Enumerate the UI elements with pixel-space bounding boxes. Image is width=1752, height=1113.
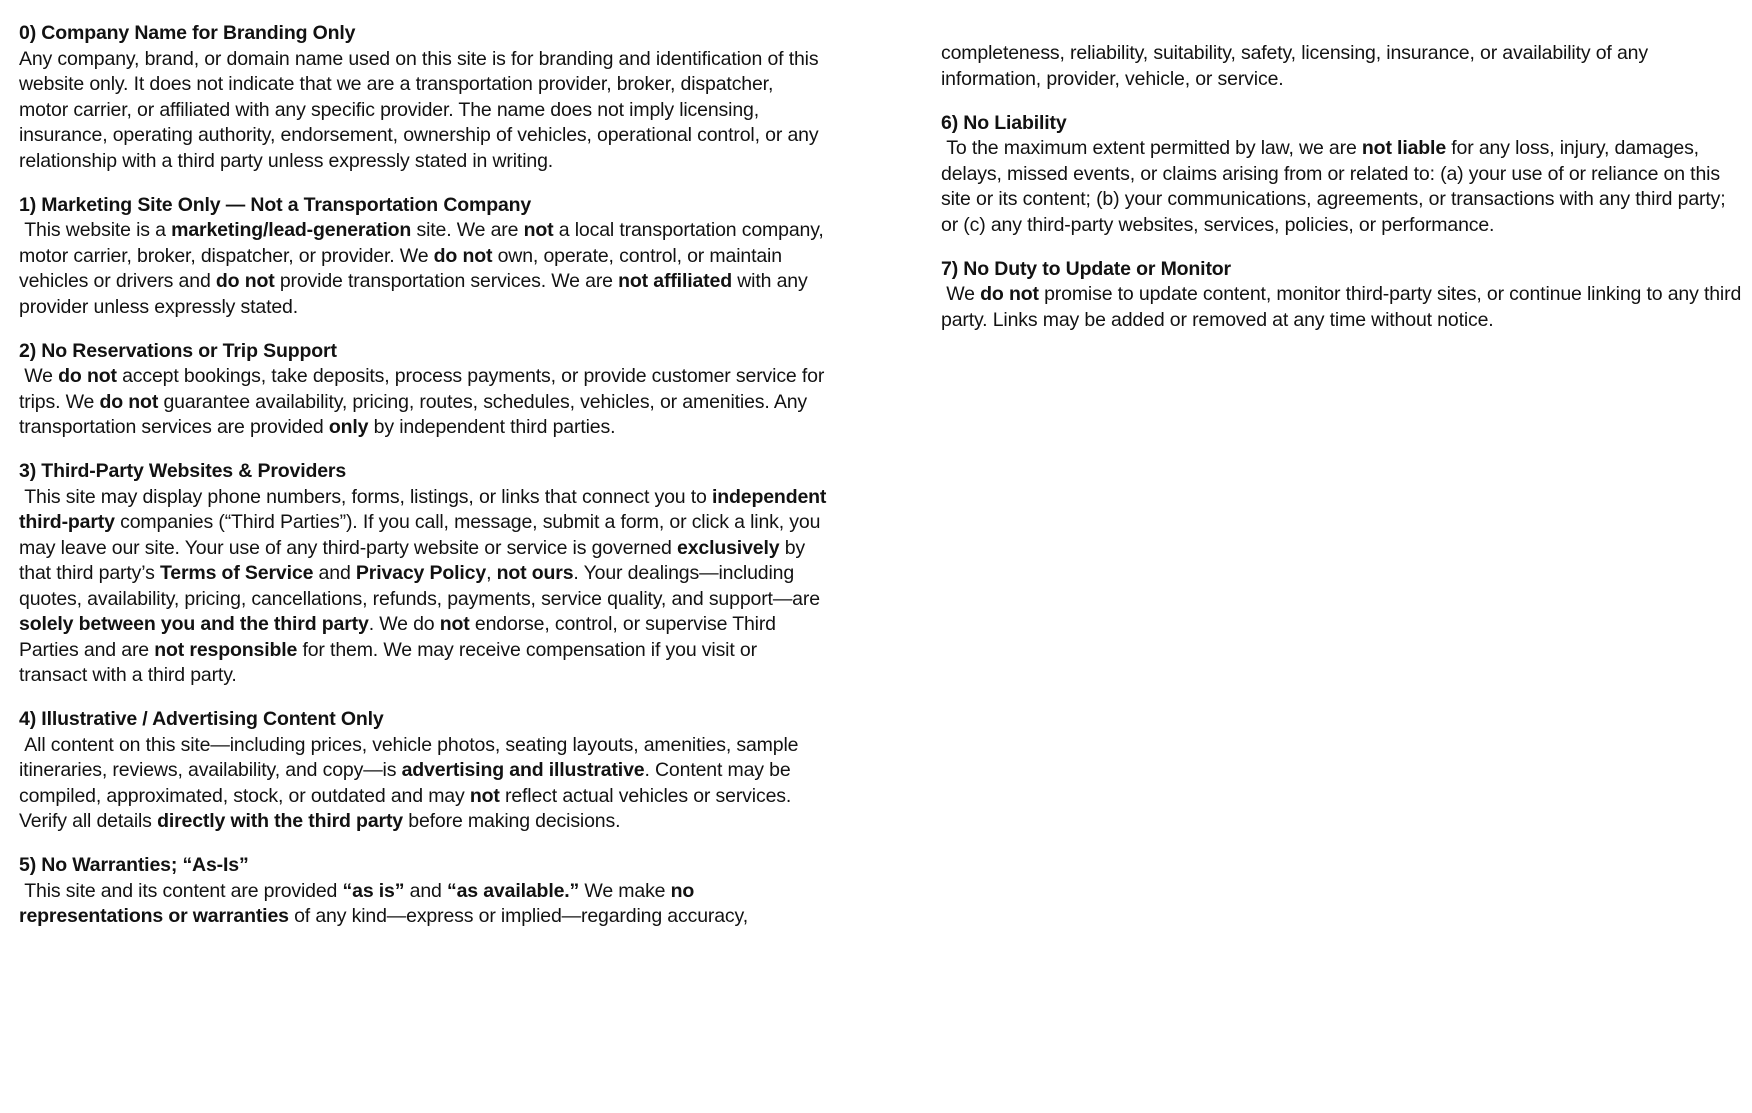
body-text: . Content may be compiled, approximated, stock, or outdated and may xyxy=(19,759,796,807)
body-text: own, operate, control, or maintain vehicles or drivers and xyxy=(19,244,788,292)
body-text: provide transportation services. We are xyxy=(274,270,619,292)
emphasis-text: do not xyxy=(980,283,1039,305)
emphasis-text: independent third-party xyxy=(19,485,832,533)
disclaimer-section xyxy=(19,459,832,689)
section-heading: 3) Third-Party Websites & Providers xyxy=(19,460,347,482)
body-text: We xyxy=(19,365,59,387)
section-heading: 6) No Liability xyxy=(941,111,1067,134)
body-text: To the maximum extent permitted by law, we are xyxy=(941,137,1362,159)
left-column xyxy=(19,21,832,948)
body-text: Any company, brand, or domain name used on this site is for branding and identification of this website only. It does not indicate that we are a transportation provider, broker, dispatcher, motor carrier, or affiliated with any specific provider. The name does not imply licensing, insurance, operating authority, endorsement, ownership of vehicles, operational control, or any relationship with a third party unless expressly stated in writing. xyxy=(19,47,824,172)
emphasis-text: “as is” xyxy=(342,879,405,902)
disclaimer-section-continuation xyxy=(941,41,1743,92)
body-text: . Your dealings—including quotes, availability, pricing, cancellations, refunds, payments, service quality, and support—are xyxy=(19,562,826,610)
emphasis-text: marketing/lead-generation xyxy=(171,219,412,241)
emphasis-text: “as available.” xyxy=(446,879,580,902)
body-text: , xyxy=(486,562,497,584)
section-heading: 5) No Warranties; “As-Is” xyxy=(19,854,249,876)
disclaimer-section xyxy=(19,193,827,321)
emphasis-text: not xyxy=(523,219,554,241)
disclaimer-section xyxy=(19,21,827,174)
body-text: for them. We may receive compensation if you visit or transact with a third party. xyxy=(19,638,763,686)
body-text: guarantee availability, pricing, routes, schedules, vehicles, or amenities. Any transportation services are provided xyxy=(19,390,813,438)
body-text: before making decisions. xyxy=(403,810,621,832)
emphasis-text: Terms of Service xyxy=(159,562,314,584)
body-text: We xyxy=(941,283,981,305)
disclaimer-section xyxy=(941,257,1747,334)
disclaimer-section xyxy=(19,853,827,930)
emphasis-text: not xyxy=(439,613,470,635)
emphasis-text: only xyxy=(328,416,369,438)
body-text: companies (“Third Parties”). If you call, message, submit a form, or click a link, you may leave our site. Your use of any third-party website or service is governed xyxy=(19,511,826,559)
emphasis-text: exclusively xyxy=(677,536,780,559)
body-text: by independent third parties. xyxy=(368,416,616,438)
body-text: accept bookings, take deposits, process payments, or provide customer service for trips. We xyxy=(19,365,830,413)
disclaimer-section xyxy=(941,111,1743,239)
body-text: by that third party’s xyxy=(19,536,811,584)
disclaimer-section xyxy=(19,707,827,835)
body-text: All content on this site—including prices, vehicle photos, seating layouts, amenities, sample itineraries, reviews, availability, and copy—is xyxy=(19,733,804,781)
disclaimer-section xyxy=(19,339,830,441)
emphasis-text: do not xyxy=(215,270,275,292)
body-text: reflect actual vehicles or services. Verify all details xyxy=(19,784,797,832)
emphasis-text: advertising and illustrative xyxy=(401,759,645,781)
emphasis-text: not ours xyxy=(496,562,574,584)
body-text: a local transportation company, motor carrier, broker, dispatcher, or provider. We xyxy=(19,219,829,267)
emphasis-text: do not xyxy=(99,390,159,413)
body-text: and xyxy=(313,562,356,584)
body-text: for any loss, injury, damages, delays, missed events, or claims arising from or related to: (a) your use of or reliance on this site or its content; (b) your communications, agreements, or transactions with any third party; or (c) any third-party websites, services, policies, or performance. xyxy=(941,137,1731,236)
body-text: endorse, control, or supervise Third Parties and are xyxy=(19,613,782,661)
section-heading: 7) No Duty to Update or Monitor xyxy=(941,257,1231,280)
body-text: This site may display phone numbers, forms, listings, or links that connect you to xyxy=(19,485,712,508)
body-text: . We do xyxy=(368,613,440,635)
body-text: of any kind—express or implied—regarding accuracy, xyxy=(288,905,748,927)
emphasis-text: not liable xyxy=(1361,137,1447,159)
emphasis-text: not xyxy=(469,784,500,807)
emphasis-text: no representations or warranties xyxy=(19,879,700,927)
body-text: We make xyxy=(579,879,671,902)
emphasis-text: do not xyxy=(58,365,117,387)
body-text: site. We are xyxy=(411,219,524,241)
emphasis-text: not responsible xyxy=(154,638,298,661)
body-text: completeness, reliability, suitability, safety, licensing, insurance, or availability of any information, provider, vehicle, or service. xyxy=(941,42,1654,90)
emphasis-text: not affiliated xyxy=(618,270,732,292)
section-heading: 4) Illustrative / Advertising Content Only xyxy=(19,708,384,730)
body-text: This site and its content are provided xyxy=(19,879,343,902)
emphasis-text: directly with the third party xyxy=(157,810,403,832)
body-text: This website is a xyxy=(19,219,172,241)
emphasis-text: do not xyxy=(433,244,493,267)
body-text: with any provider unless expressly stated. xyxy=(19,270,813,318)
right-column xyxy=(941,21,1747,352)
section-heading: 0) Company Name for Branding Only xyxy=(19,22,356,44)
body-text: promise to update content, monitor third-party sites, or continue linking to any third party. Links may be added or removed at any time without notice. xyxy=(941,283,1747,331)
body-text: and xyxy=(404,879,447,902)
section-heading: 1) Marketing Site Only — Not a Transportation Company xyxy=(19,193,532,216)
emphasis-text: Privacy Policy xyxy=(355,562,487,584)
emphasis-text: solely between you and the third party xyxy=(19,613,369,635)
section-heading: 2) No Reservations or Trip Support xyxy=(19,339,337,362)
